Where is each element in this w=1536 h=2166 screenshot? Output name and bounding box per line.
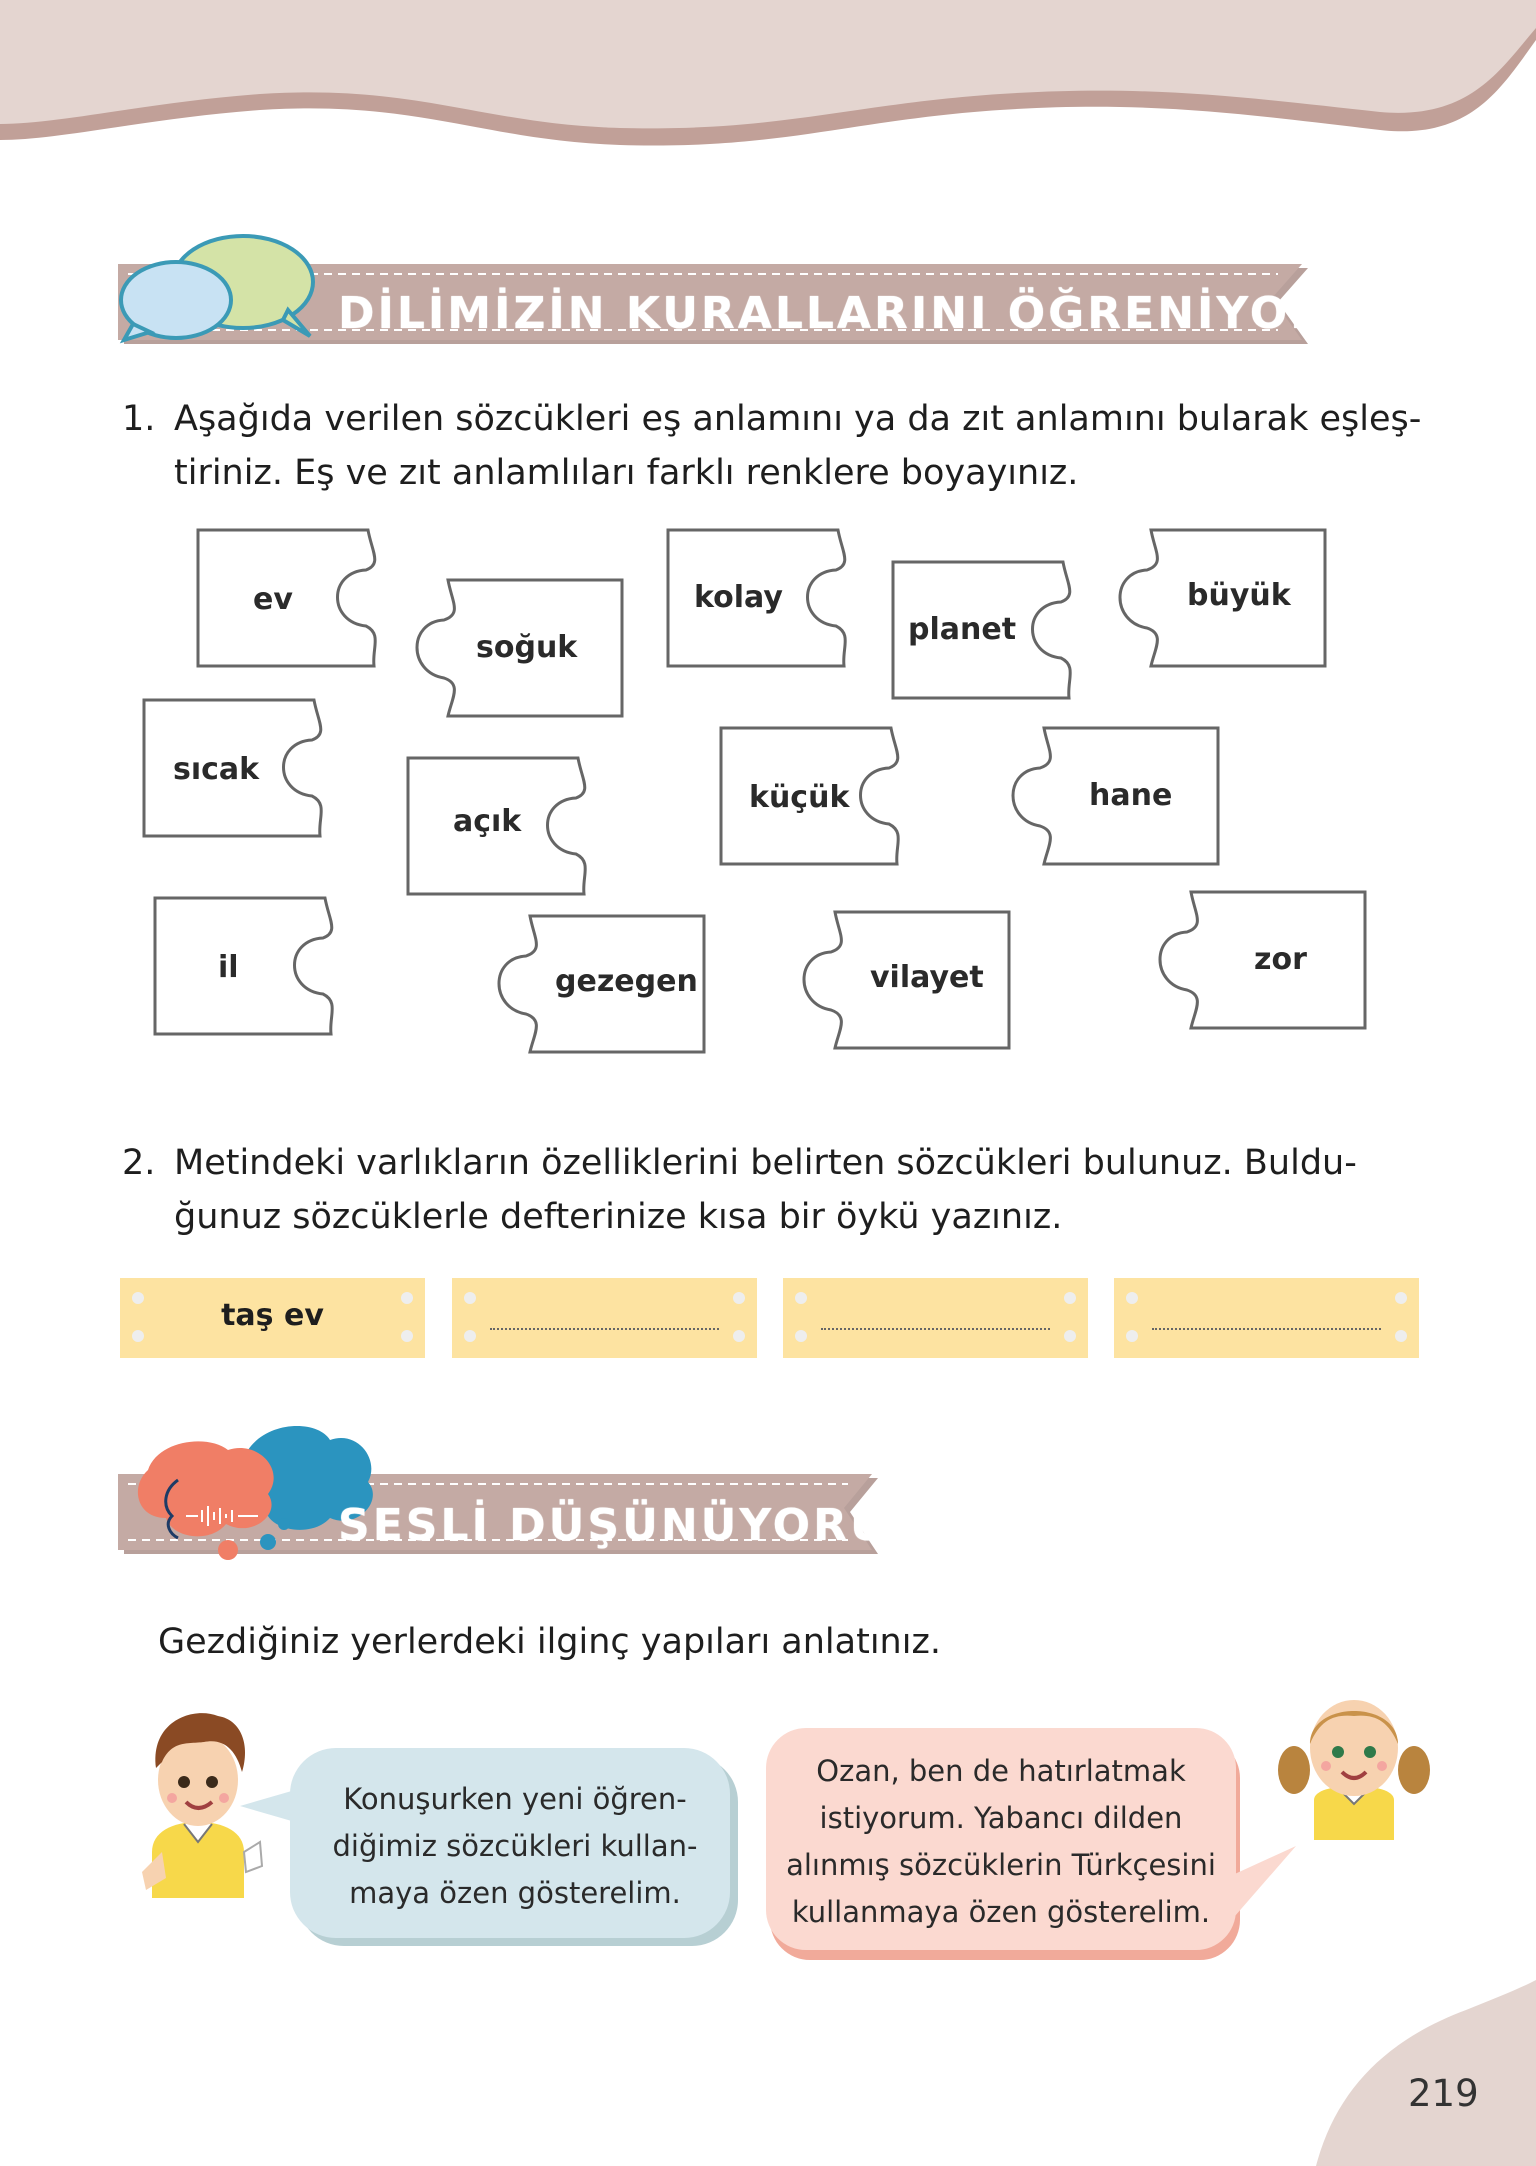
question-1-number: 1. <box>122 399 156 439</box>
top-wave-decoration <box>0 0 1536 160</box>
tag-blank-line[interactable] <box>821 1328 1050 1330</box>
puzzle-label-planet: planet <box>908 612 1017 647</box>
discussion-prompt: Gezdiğiniz yerlerdeki ilginç yapıları anlatınız. <box>158 1622 941 1662</box>
boy-speech-line2: diğimiz sözcükleri kullan- <box>332 1829 698 1863</box>
banner-rules-title: DİLİMİZİN KURALLARINI ÖĞRENİYORUZ <box>338 288 1401 339</box>
puzzle-label-gezegen: gezegen <box>555 964 698 999</box>
boy-speech-line3: maya özen gösterelim. <box>349 1876 681 1910</box>
boy-speech-text <box>300 1776 730 1917</box>
girl-speech-line3: alınmış sözcüklerin Türkçesini <box>786 1848 1216 1882</box>
boy-speech-line1: Konuşurken yeni öğren- <box>343 1782 687 1816</box>
tag-example-label: taş ev <box>221 1298 324 1333</box>
girl-speech-line2: istiyorum. Yabancı dilden <box>819 1801 1183 1835</box>
question-2-line2: ğunuz sözcüklerle defterinize kısa bir öykü yazınız. <box>174 1197 1063 1237</box>
puzzle-label-hane: hane <box>1089 778 1173 813</box>
page-number: 219 <box>1408 2072 1479 2115</box>
tag-blank-line[interactable] <box>490 1328 719 1330</box>
tag-blank-1[interactable] <box>452 1278 757 1358</box>
puzzle-label-vilayet: vilayet <box>870 960 984 995</box>
question-1-line2: tiriniz. Eş ve zıt anlamlıları farklı renklere boyayınız. <box>174 453 1079 493</box>
puzzle-label-buyuk: büyük <box>1187 578 1291 613</box>
puzzle-label-kolay: kolay <box>694 580 783 615</box>
puzzle-label-acik: açık <box>453 804 522 839</box>
question-1-line1: Aşağıda verilen sözcükleri eş anlamını ya da zıt anlamını bularak eşleş- <box>174 399 1422 439</box>
puzzle-label-sicak: sıcak <box>173 752 260 787</box>
girl-speech-text <box>766 1748 1236 1936</box>
banner-thinking-title: SESLİ DÜŞÜNÜYORUZ <box>338 1500 924 1551</box>
question-1 <box>122 392 1422 502</box>
girl-speech-line1: Ozan, ben de hatırlatmak <box>816 1754 1186 1788</box>
speech-bubbles-icon <box>118 232 318 342</box>
puzzle-label-soguk: soğuk <box>476 630 578 665</box>
question-2-number: 2. <box>122 1143 156 1183</box>
question-2-line1: Metindeki varlıkların özelliklerini belirten sözcükleri bulunuz. Buldu- <box>174 1143 1357 1183</box>
tag-example <box>120 1278 425 1358</box>
tag-blank-line[interactable] <box>1152 1328 1381 1330</box>
puzzle-piece-il <box>155 898 332 1034</box>
puzzle-label-zor: zor <box>1254 942 1307 977</box>
question-2 <box>122 1136 1422 1246</box>
tag-blank-2[interactable] <box>783 1278 1088 1358</box>
tag-blank-3[interactable] <box>1114 1278 1419 1358</box>
thinking-heads-icon <box>138 1420 398 1580</box>
puzzle-label-ev: ev <box>253 582 293 617</box>
puzzle-label-kucuk: küçük <box>749 780 850 815</box>
girl-character-illustration <box>1274 1690 1434 1840</box>
girl-speech-line4: kullanmaya özen gösterelim. <box>791 1895 1211 1929</box>
puzzle-label-il: il <box>218 950 239 985</box>
